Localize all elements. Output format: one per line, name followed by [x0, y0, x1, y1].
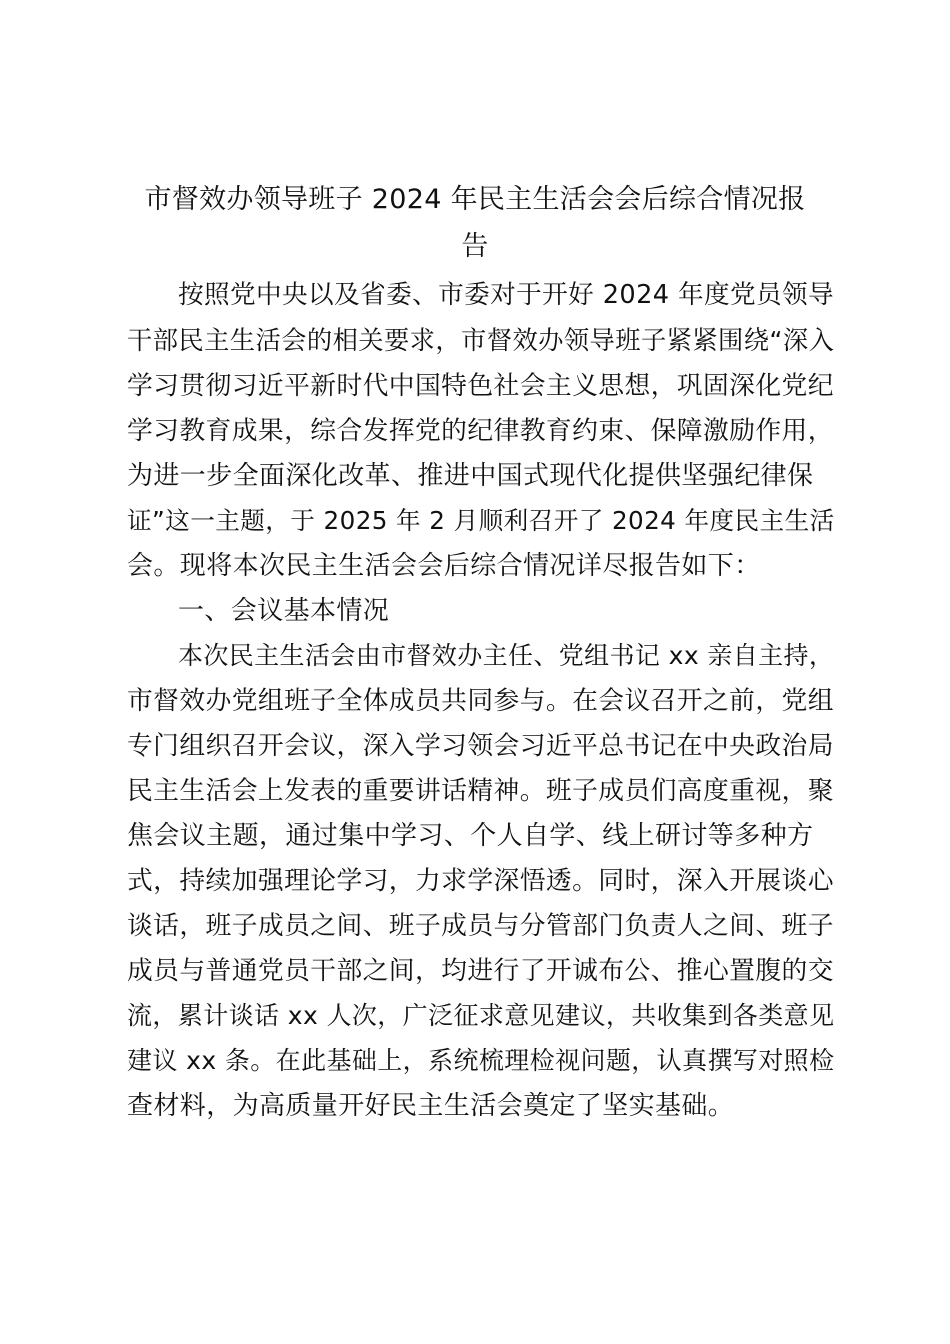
- paragraph-3-line-4: 民主生活会上发表的重要讲话精神。班子成员们高度重视，聚: [127, 776, 834, 806]
- paragraph-1-line-4: 学习教育成果，综合发挥党的纪律教育约束、保障激励作用，: [127, 416, 834, 446]
- paragraph-3-line-3: 专门组织召开会议，深入学习领会习近平总书记在中央政治局: [127, 731, 834, 761]
- paragraph-3-line-5: 焦会议主题，通过集中学习、个人自学、线上研讨等多种方: [127, 821, 814, 851]
- paragraph-3-line-1: 本次民主生活会由市督效办主任、党组书记 xx 亲自主持，: [178, 641, 835, 670]
- section-heading: 一、会议基本情况: [178, 596, 390, 626]
- paragraph-3-line-6: 式，持续加强理论学习，力求学深悟透。同时，深入开展谈心: [127, 866, 834, 896]
- document-title-line-1: 市督效办领导班子 2024 年民主生活会会后综合情况报: [144, 184, 806, 215]
- paragraph-1-line-2: 干部民主生活会的相关要求，市督效办领导班子紧紧围绕“深入: [127, 326, 835, 355]
- paragraph-3-line-11: 查材料，为高质量开好民主生活会奠定了坚实基础。: [127, 1091, 735, 1121]
- paragraph-1-line-7: 会。现将本次民主生活会会后综合情况详尽报告如下：: [127, 551, 761, 581]
- paragraph-1-line-1: 按照党中央以及省委、市委对于开好 2024 年度党员领导: [178, 280, 835, 310]
- paragraph-1-line-3: 学习贯彻习近平新时代中国特色社会主义思想，巩固深化党纪: [127, 371, 834, 401]
- paragraph-3-line-9: 流，累计谈话 xx 人次，广泛征求意见建议，共收集到各类意见: [127, 1001, 835, 1030]
- paragraph-3-line-2: 市督效办党组班子全体成员共同参与。在会议召开之前，党组: [127, 686, 834, 716]
- paragraph-3-line-8: 成员与普通党员干部之间，均进行了开诚布公、推心置腹的交: [127, 956, 834, 986]
- document-title-line-2: 告: [461, 231, 489, 262]
- paragraph-3-line-10: 建议 xx 条。在此基础上，系统梳理检视问题，认真撰写对照检: [127, 1046, 835, 1075]
- paragraph-1-line-5: 为进一步全面深化改革、推进中国式现代化提供坚强纪律保: [127, 461, 814, 491]
- paragraph-3-line-7: 谈话，班子成员之间、班子成员与分管部门负责人之间、班子: [127, 911, 834, 941]
- paragraph-1-line-6: 证”这一主题，于 2025 年 2 月顺利召开了 2024 年度民主生活: [127, 506, 835, 535]
